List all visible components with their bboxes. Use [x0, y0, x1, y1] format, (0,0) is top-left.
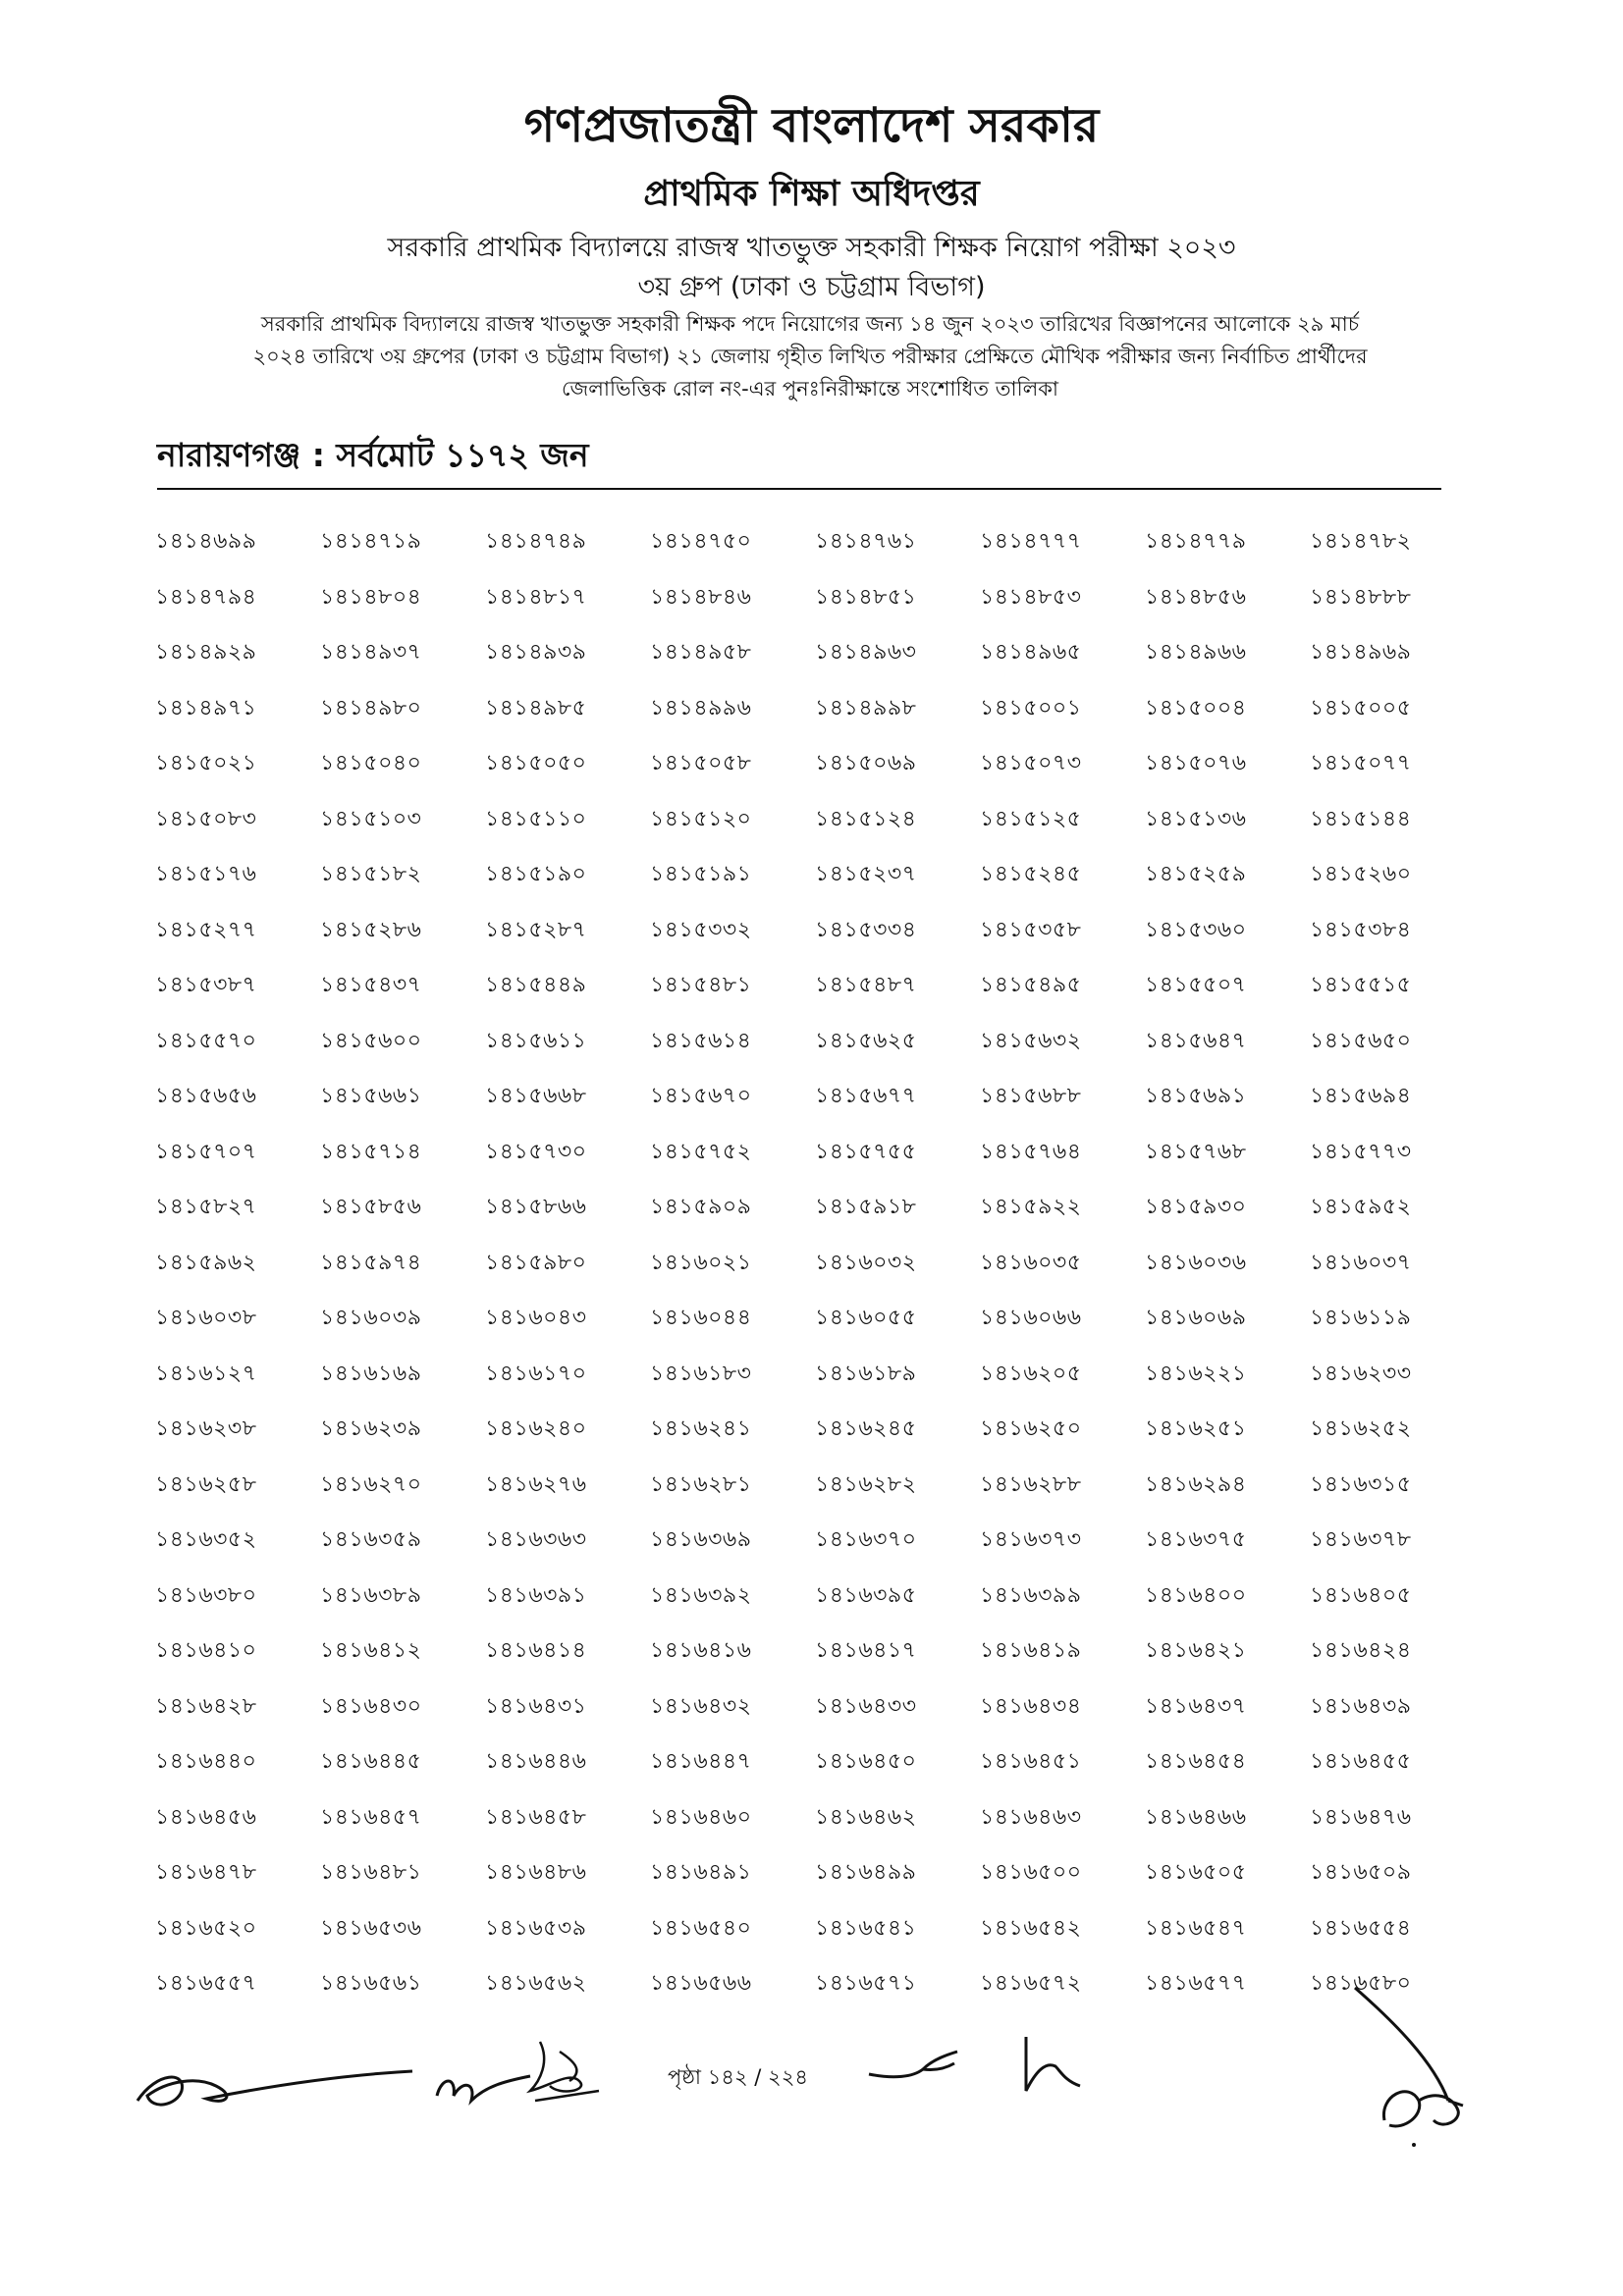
roll-number: ১৪১৬৫৬২ — [485, 1971, 587, 1996]
roll-number: ১৪১৬৪২১ — [1145, 1638, 1247, 1663]
roll-number: ১৪১৪৯৮০ — [320, 695, 422, 721]
roll-number: ১৪১৬২২১ — [1145, 1361, 1247, 1386]
roll-number: ১৪১৬২৪০ — [485, 1416, 587, 1441]
roll-number: ১৪১৬৪৩২ — [650, 1693, 752, 1719]
roll-number: ১৪১৫২৮৬ — [320, 917, 422, 942]
roll-number: ১৪১৬৪১৪ — [485, 1638, 587, 1663]
roll-number: ১৪১৫০৭৩ — [980, 751, 1082, 775]
roll-number: ১৪১৫৩৬০ — [1145, 917, 1247, 942]
roll-number: ১৪১৬৪০৫ — [1310, 1582, 1412, 1608]
roll-number: ১৪১৬২৪১ — [650, 1416, 752, 1441]
roll-number: ১৪১৫৬৭০ — [650, 1084, 752, 1108]
roll-number: ১৪১৫৮৫৬ — [320, 1195, 422, 1219]
roll-number: ১৪১৫১৩৬ — [1145, 806, 1247, 831]
roll-number: ১৪১৫৬২৫ — [815, 1028, 917, 1053]
roll-number: ১৪১৫৪৩৭ — [320, 973, 422, 997]
roll-number: ১৪১৫৬১১ — [485, 1028, 587, 1053]
roll-number: ১৪১৫০৬৯ — [815, 751, 917, 775]
roll-number: ১৪১৬৩৫২ — [155, 1527, 257, 1552]
description-line-2: ২০২৪ তারিখে ৩য় গ্রুপের (ঢাকা ও চট্টগ্রাম বিভাগ) ২১ জেলায় গৃহীত লিখিত পরীক্ষার প্রেক্ষিতে মৌখিক পরীক্ষার জন্য নির্বাচিত প্রার্থীদের — [252, 345, 1368, 368]
roll-number: ১৪১৪৯৫৮ — [650, 640, 752, 665]
roll-number: ১৪১৫৬৮৮ — [980, 1084, 1082, 1108]
roll-number: ১৪১৬০৩২ — [815, 1250, 917, 1275]
description-line-1: সরকারি প্রাথমিক বিদ্যালয়ে রাজস্ব খাতভুক্ত সহকারী শিক্ষক পদে নিয়োগের জন্য ১৪ জুন ২০২৩ তারিখের বিজ্ঞাপনের আলোকে ২৯ মার্চ — [260, 312, 1360, 336]
roll-number: ১৪১৬৪৬৬ — [1145, 1804, 1247, 1830]
roll-number: ১৪১৬৪৪৫ — [320, 1749, 422, 1774]
roll-number: ১৪১৬৩৬৯ — [650, 1527, 752, 1552]
roll-number: ১৪১৪৯৯৮ — [815, 695, 917, 721]
roll-number: ১৪১৪৭৭৭ — [980, 529, 1082, 554]
roll-number: ১৪১৫৪৯৫ — [980, 973, 1082, 997]
roll-number: ১৪১৬৪৩৭ — [1145, 1693, 1247, 1719]
roll-number: ১৪১৬২৩৩ — [1310, 1361, 1412, 1386]
roll-number: ১৪১৬৪৩৪ — [980, 1693, 1082, 1719]
roll-number: ১৪১৪৯৩৯ — [485, 640, 587, 665]
roll-number: ১৪১৪৮৫১ — [815, 584, 917, 610]
roll-number: ১৪১৫৭৬৮ — [1145, 1139, 1247, 1164]
roll-number: ১৪১৬৪৫১ — [980, 1749, 1082, 1774]
roll-number: ১৪১৪৯৮৫ — [485, 695, 587, 721]
roll-number: ১৪১৬৫৬৬ — [650, 1971, 752, 1996]
roll-number: ১৪১৬৫৭১ — [815, 1971, 917, 1996]
roll-number: ১৪১৬২৮৮ — [980, 1471, 1082, 1497]
roll-number: ১৪১৬৪৬৩ — [980, 1804, 1082, 1830]
roll-number: ১৪১৫২৫৯ — [1145, 862, 1247, 886]
roll-number: ১৪১৪৭১৯ — [320, 529, 422, 554]
roll-number: ১৪১৫৭৫৫ — [815, 1139, 917, 1164]
roll-number: ১৪১৬২৩৮ — [155, 1416, 257, 1441]
roll-number: ১৪১৫৮২৭ — [155, 1195, 257, 1219]
roll-number: ১৪১৬৪৩৯ — [1310, 1693, 1412, 1719]
roll-number: ১৪১৫৭৬৪ — [980, 1139, 1082, 1164]
roll-number: ১৪১৬৪৭৮ — [155, 1860, 257, 1885]
signature-5 — [1011, 2032, 1090, 2101]
roll-number: ১৪১৬৪৫৭ — [320, 1804, 422, 1830]
roll-number: ১৪১৫২৬০ — [1310, 862, 1412, 886]
roll-number: ১৪১৬৪৬২ — [815, 1804, 917, 1830]
roll-number: ১৪১৪৮৫৬ — [1145, 584, 1247, 610]
roll-number: ১৪১৬৫৪৭ — [1145, 1915, 1247, 1941]
roll-number: ১৪১৫৯৬২ — [155, 1250, 257, 1275]
roll-number: ১৪১৬৪২৮ — [155, 1693, 257, 1719]
roll-number: ১৪১৫৯৫২ — [1310, 1195, 1412, 1219]
roll-number: ১৪১৫৯২২ — [980, 1195, 1082, 1219]
roll-number: ১৪১৬২৩৯ — [320, 1416, 422, 1441]
roll-number: ১৪১৬৫৭২ — [980, 1971, 1082, 1996]
roll-number: ১৪১৬১২৭ — [155, 1361, 257, 1386]
roll-number: ১৪১৬০৪৪ — [650, 1306, 752, 1330]
roll-number: ১৪১৬৩৫৯ — [320, 1527, 422, 1552]
roll-number: ১৪১৫১২০ — [650, 806, 752, 831]
roll-number: ১৪১৫৭৫২ — [650, 1139, 752, 1164]
signature-4 — [864, 2040, 962, 2089]
signature-3 — [520, 2032, 609, 2110]
roll-number: ১৪১৫১২৫ — [980, 806, 1082, 831]
roll-number: ১৪১৬১৭০ — [485, 1361, 587, 1386]
roll-number: ১৪১৬০৪৩ — [485, 1306, 587, 1330]
roll-number: ১৪১৬৪১৯ — [980, 1638, 1082, 1663]
description-line-3: জেলাভিত্তিক রোল নং-এর পুনঃনিরীক্ষান্তে সংশোধিত তালিকা — [561, 377, 1059, 400]
roll-number: ১৪১৬৩১৫ — [1310, 1471, 1412, 1497]
roll-number: ১৪১৫৬৩২ — [980, 1028, 1082, 1053]
roll-number: ১৪১৫৯০৯ — [650, 1195, 752, 1219]
roll-number: ১৪১৬২৮১ — [650, 1471, 752, 1497]
roll-number: ১৪১৬৩৯১ — [485, 1582, 587, 1608]
roll-number: ১৪১৫০৮৩ — [155, 806, 257, 831]
roll-number: ১৪১৪৯৯৬ — [650, 695, 752, 721]
roll-number: ১৪১৫০৫০ — [485, 751, 587, 775]
roll-number: ১৪১৫৯৮০ — [485, 1250, 587, 1275]
roll-number: ১৪১৬০৬৬ — [980, 1306, 1082, 1330]
roll-number: ১৪১৫১২৪ — [815, 806, 917, 831]
roll-number: ১৪১৬৫৪০ — [650, 1915, 752, 1941]
roll-number: ১৪১৬৫৭৭ — [1145, 1971, 1247, 1996]
roll-number: ১৪১৬২৪৫ — [815, 1416, 917, 1441]
roll-number: ১৪১৫৬৫০ — [1310, 1028, 1412, 1053]
roll-number: ১৪১৬১৮৩ — [650, 1361, 752, 1386]
roll-number: ১৪১৬২০৫ — [980, 1361, 1082, 1386]
roll-number: ১৪১৬২৭৬ — [485, 1471, 587, 1497]
roll-number: ১৪১৫৫০৭ — [1145, 973, 1247, 997]
exam-title: সরকারি প্রাথমিক বিদ্যালয়ে রাজস্ব খাতভুক্ত সহকারী শিক্ষক নিয়োগ পরীক্ষা ২০২৩ — [387, 233, 1236, 263]
roll-number: ১৪১৪৯৬৫ — [980, 640, 1082, 665]
roll-number: ১৪১৪৮৪৬ — [650, 584, 752, 610]
roll-number: ১৪১৪৭৮২ — [1310, 529, 1412, 554]
roll-number: ১৪১৪৭৯৪ — [155, 584, 257, 610]
roll-number: ১৪১৬৪৫৪ — [1145, 1749, 1247, 1774]
roll-number: ১৪১৬৪৩০ — [320, 1693, 422, 1719]
roll-number: ১৪১৬৪৮৬ — [485, 1860, 587, 1885]
roll-number: ১৪১৫৬৭৭ — [815, 1084, 917, 1108]
roll-number: ১৪১৬৫৮০ — [1310, 1971, 1412, 1996]
roll-number: ১৪১৬২৯৪ — [1145, 1471, 1247, 1497]
roll-number: ১৪১৬৪৪০ — [155, 1749, 257, 1774]
roll-number: ১৪১৫৩৩২ — [650, 917, 752, 942]
roll-number: ১৪১৬১১৯ — [1310, 1306, 1412, 1330]
roll-number: ১৪১৬৪৭৬ — [1310, 1804, 1412, 1830]
roll-number: ১৪১৫৭৭৩ — [1310, 1139, 1412, 1164]
roll-number: ১৪১৫৯৩০ — [1145, 1195, 1247, 1219]
roll-number: ১৪১৫৭০৭ — [155, 1139, 257, 1164]
roll-number: ১৪১৬১৮৯ — [815, 1361, 917, 1386]
roll-number: ১৪১৫১৮২ — [320, 862, 422, 886]
roll-number: ১৪১৬৩৮০ — [155, 1582, 257, 1608]
roll-number: ১৪১৫৪৪৯ — [485, 973, 587, 997]
signature-6 — [1345, 1983, 1483, 2150]
roll-number: ১৪১৬৪৫৮ — [485, 1804, 587, 1830]
roll-number: ১৪১৪৯৬৬ — [1145, 640, 1247, 665]
roll-number: ১৪১৪৭৬১ — [815, 529, 917, 554]
roll-number: ১৪১৬২৫২ — [1310, 1416, 1412, 1441]
roll-number: ১৪১৬৫৪১ — [815, 1915, 917, 1941]
roll-number: ১৪১৬৪৮১ — [320, 1860, 422, 1885]
page-number: পৃষ্ঠা ১৪২ / ২২৪ — [668, 2065, 808, 2089]
roll-number: ১৪১৬৪২৪ — [1310, 1638, 1412, 1663]
roll-number: ১৪১৬৪৩৩ — [815, 1693, 917, 1719]
roll-number: ১৪১৫০০৪ — [1145, 695, 1247, 721]
roll-number: ১৪১৬৪৪৬ — [485, 1749, 587, 1774]
roll-number: ১৪১৫৩৮৪ — [1310, 917, 1412, 942]
roll-number: ১৪১৬৪৫৫ — [1310, 1749, 1412, 1774]
roll-number: ১৪১৫৩৩৪ — [815, 917, 917, 942]
roll-number: ১৪১৬০৫৫ — [815, 1306, 917, 1330]
roll-number: ১৪১৬৩৯৯ — [980, 1582, 1082, 1608]
roll-number: ১৪১৫৬০০ — [320, 1028, 422, 1053]
roll-number: ১৪১৫৬৪৭ — [1145, 1028, 1247, 1053]
horizontal-divider — [157, 488, 1441, 490]
roll-number: ১৪১৬৪১২ — [320, 1638, 422, 1663]
roll-number: ১৪১৪৯৬৯ — [1310, 640, 1412, 665]
roll-number: ১৪১৪৬৯৯ — [155, 529, 257, 554]
group-title: ৩য় গ্রুপ (ঢাকা ও চট্টগ্রাম বিভাগ) — [637, 272, 986, 302]
roll-number: ১৪১৫৫৭০ — [155, 1028, 257, 1053]
roll-number: ১৪১৬৩৯২ — [650, 1582, 752, 1608]
roll-number: ১৪১৫১৪৪ — [1310, 806, 1412, 831]
roll-number: ১৪১৬৪৪৭ — [650, 1749, 752, 1774]
roll-number: ১৪১৬৫৩৯ — [485, 1915, 587, 1941]
government-title: গণপ্রজাতন্ত্রী বাংলাদেশ সরকার — [523, 98, 1100, 153]
roll-number: ১৪১৬৫৬১ — [320, 1971, 422, 1996]
roll-number: ১৪১৫৬৬৮ — [485, 1084, 587, 1108]
roll-number: ১৪১৬৩৭৩ — [980, 1527, 1082, 1552]
roll-number: ১৪১৪৮০৪ — [320, 584, 422, 610]
roll-number: ১৪১৫২৪৫ — [980, 862, 1082, 886]
roll-number: ১৪১৫০৫৮ — [650, 751, 752, 775]
roll-number: ১৪১৬৪৯৯ — [815, 1860, 917, 1885]
roll-number: ১৪১৬৫০০ — [980, 1860, 1082, 1885]
roll-number: ১৪১৫৬৫৬ — [155, 1084, 257, 1108]
roll-number: ১৪১৪৮৮৮ — [1310, 584, 1412, 610]
roll-number: ১৪১৫১০৩ — [320, 806, 422, 831]
roll-number: ১৪১৫০০১ — [980, 695, 1082, 721]
roll-number: ১৪১৫৭১৪ — [320, 1139, 422, 1164]
roll-number: ১৪১৬২৫৮ — [155, 1471, 257, 1497]
roll-number: ১৪১৪৮১৭ — [485, 584, 587, 610]
roll-number: ১৪১৫৩৮৭ — [155, 973, 257, 997]
roll-number: ১৪১৬৩৬৩ — [485, 1527, 587, 1552]
roll-number: ১৪১৪৯৩৭ — [320, 640, 422, 665]
roll-number: ১৪১৫৬৬১ — [320, 1084, 422, 1108]
roll-number: ১৪১৬০৩৭ — [1310, 1250, 1412, 1275]
roll-number: ১৪১৬১৬৯ — [320, 1361, 422, 1386]
roll-number: ১৪১৫৪৮৭ — [815, 973, 917, 997]
roll-number: ১৪১৬৩৭৮ — [1310, 1527, 1412, 1552]
roll-number: ১৪১৫৯১৮ — [815, 1195, 917, 1219]
roll-number: ১৪১৪৯২৯ — [155, 640, 257, 665]
roll-number: ১৪১৫২৮৭ — [485, 917, 587, 942]
roll-number: ১৪১৫২৩৭ — [815, 862, 917, 886]
roll-number: ১৪১৫৪৮১ — [650, 973, 752, 997]
roll-number: ১৪১৫০৭৬ — [1145, 751, 1247, 775]
roll-number: ১৪১৬৩৯৫ — [815, 1582, 917, 1608]
roll-number: ১৪১৬৪০০ — [1145, 1582, 1247, 1608]
roll-number: ১৪১৪৯৬৩ — [815, 640, 917, 665]
roll-number: ১৪১৫৭৩০ — [485, 1139, 587, 1164]
roll-number: ১৪১৪৭৫০ — [650, 529, 752, 554]
roll-number: ১৪১৬২৫০ — [980, 1416, 1082, 1441]
roll-number: ১৪১৫২৭৭ — [155, 917, 257, 942]
roll-number: ১৪১৪৯৭১ — [155, 695, 257, 721]
roll-number: ১৪১৬৪৩১ — [485, 1693, 587, 1719]
roll-number: ১৪১৬০৩৬ — [1145, 1250, 1247, 1275]
district-heading: নারায়ণগঞ্জ : সর্বমোট ১১৭২ জন — [157, 436, 589, 474]
roll-number: ১৪১৫১৯০ — [485, 862, 587, 886]
roll-number: ১৪১৬৩৮৯ — [320, 1582, 422, 1608]
roll-number: ১৪১৫৫১৫ — [1310, 973, 1412, 997]
roll-number: ১৪১৬৫০৫ — [1145, 1860, 1247, 1885]
roll-number: ১৪১৬৫২০ — [155, 1915, 257, 1941]
roll-number: ১৪১৫৮৬৬ — [485, 1195, 587, 1219]
roll-number: ১৪১৬৪৫০ — [815, 1749, 917, 1774]
roll-number: ১৪১৫১৭৬ — [155, 862, 257, 886]
roll-number: ১৪১৬৫৫৭ — [155, 1971, 257, 1996]
roll-number: ১৪১৫৬৯৪ — [1310, 1084, 1412, 1108]
roll-number: ১৪১৬৩৭৫ — [1145, 1527, 1247, 1552]
roll-number: ১৪১৪৭৭৯ — [1145, 529, 1247, 554]
roll-number: ১৪১৬৫০৯ — [1310, 1860, 1412, 1885]
roll-number: ১৪১৬৪১৭ — [815, 1638, 917, 1663]
roll-number: ১৪১৬০৩৯ — [320, 1306, 422, 1330]
roll-number: ১৪১৫৯৭৪ — [320, 1250, 422, 1275]
roll-number: ১৪১৬২৮২ — [815, 1471, 917, 1497]
signature-1 — [128, 2032, 422, 2120]
roll-number: ১৪১৬২৫১ — [1145, 1416, 1247, 1441]
roll-number: ১৪১৬০৩৮ — [155, 1306, 257, 1330]
roll-number: ১৪১৫৬৯১ — [1145, 1084, 1247, 1108]
department-title: প্রাথমিক শিক্ষা অধিদপ্তর — [643, 174, 980, 214]
roll-number: ১৪১৫০০৫ — [1310, 695, 1412, 721]
roll-number: ১৪১৫১৯১ — [650, 862, 752, 886]
roll-number: ১৪১৪৮৫৩ — [980, 584, 1082, 610]
roll-number: ১৪১৬৫৩৬ — [320, 1915, 422, 1941]
roll-number: ১৪১৬০৩৫ — [980, 1250, 1082, 1275]
roll-number: ১৪১৬৪১৬ — [650, 1638, 752, 1663]
roll-number: ১৪১৬৪৬০ — [650, 1804, 752, 1830]
roll-number: ১৪১৬৪৫৬ — [155, 1804, 257, 1830]
roll-number: ১৪১৬৩৭০ — [815, 1527, 917, 1552]
roll-number: ১৪১৬৪১০ — [155, 1638, 257, 1663]
roll-number: ১৪১৪৭৪৯ — [485, 529, 587, 554]
roll-number: ১৪১৫৩৫৮ — [980, 917, 1082, 942]
roll-number: ১৪১৫০৪০ — [320, 751, 422, 775]
roll-number: ১৪১৬৪৯১ — [650, 1860, 752, 1885]
roll-number: ১৪১৬২৭০ — [320, 1471, 422, 1497]
roll-number: ১৪১৫৬১৪ — [650, 1028, 752, 1053]
roll-number: ১৪১৫০২১ — [155, 751, 257, 775]
roll-number: ১৪১৬০৬৯ — [1145, 1306, 1247, 1330]
roll-number: ১৪১৬৫৫৪ — [1310, 1915, 1412, 1941]
roll-number: ১৪১৬৫৪২ — [980, 1915, 1082, 1941]
roll-number: ১৪১৬০২১ — [650, 1250, 752, 1275]
roll-number-grid — [155, 524, 1451, 2022]
roll-number: ১৪১৫১১০ — [485, 806, 587, 831]
roll-number: ১৪১৫০৭৭ — [1310, 751, 1412, 775]
